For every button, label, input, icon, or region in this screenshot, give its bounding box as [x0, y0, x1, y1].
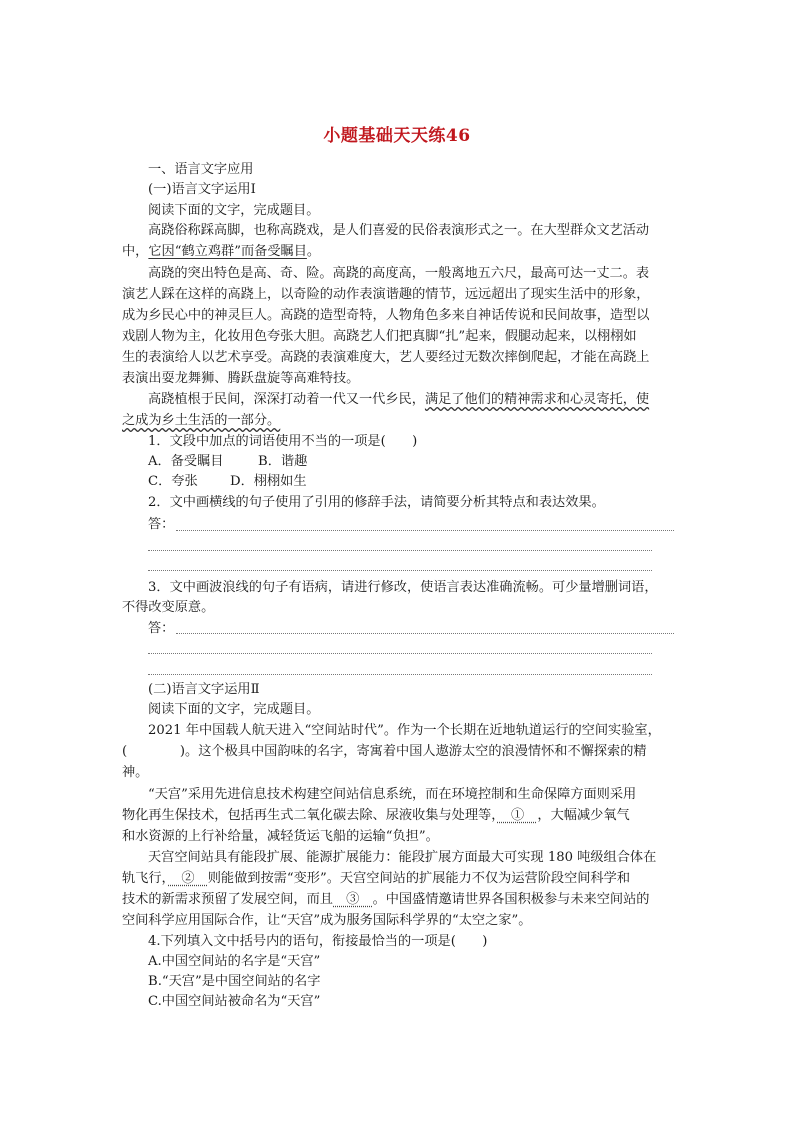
passage2-line: 表演出耍龙舞狮、腾跃盘旋等高难特技。 [122, 371, 360, 386]
answer-line [148, 653, 652, 654]
passage5-line: “天宫”采用先进信息技术构建空间站信息系统，而在环境控制和生命保障方面则采用 [148, 787, 637, 802]
answer-line [148, 674, 652, 675]
passage3-line [122, 411, 280, 431]
passage4-line: ( )。这个极具中国韵味的名字，寄寓着中国人遨游太空的浪漫情怀和不懈探索的精 [122, 744, 647, 759]
answer-line [176, 633, 674, 634]
answer-label: 答： [148, 517, 175, 532]
option-c: C．夸张 [148, 474, 198, 489]
underlined-sentence: 它因“鹤立鸡群”而备受瞩目 [148, 244, 307, 259]
option-c: C.中国空间站被命名为“天宫” [148, 994, 321, 1009]
answer-label: 答： [148, 621, 175, 636]
option-d: D．栩栩如生 [230, 474, 307, 489]
passage5-line: 和水资源的上行补给量，减轻货运飞船的运输“负担”。 [122, 829, 439, 844]
answer-line [176, 530, 674, 531]
passage6-line: 天宫空间站具有能段扩展、能源扩展能力：能段扩展方面最大可实现 180 吨级组合体在 [148, 850, 657, 865]
option-b: B.“天宫”是中国空间站的名字 [148, 974, 321, 989]
answer-line [148, 570, 652, 571]
passage6-line: 轨飞行， ② 则能做到按需“变形”。天宫空间站的扩展能力不仅为运营阶段空间科学和 [122, 871, 631, 886]
passage3-line: 高跷植根于民间，深深打动着一代又一代乡民，满足了他们的精神需求和心灵寄托，使 [148, 392, 650, 407]
subsection-heading-2: (二)语言文字运用Ⅱ [148, 682, 260, 697]
page-title: 小题基础天天练46 [323, 126, 471, 146]
option-a: A.中国空间站的名字是“天宫” [148, 954, 321, 969]
passage4-line: 2021 年中国载人航天进入“空间站时代”。作为一个长期在近地轨道运行的空间实验室， [148, 723, 661, 738]
question-1: 1．文段中加点的词语使用不当的一项是( ) [148, 434, 418, 449]
blank-2: ② [168, 871, 208, 886]
question-4: 4.下列填入文中括号内的语句，衔接最恰当的一项是( ) [148, 934, 488, 949]
instruction-1: 阅读下面的文字，完成题目。 [148, 203, 320, 218]
question-3: 3．文中画波浪线的句子有语病，请进行修改，使语言表达准确流畅。可少量增删词语， [148, 580, 658, 595]
blank-1: ① [497, 808, 538, 823]
passage5-line: 物化再生保技术，包括再生式二氧化碳去除、尿液收集与处理等， ① ，大幅减少氧气 [122, 808, 630, 823]
option-b: B．谐趣 [258, 454, 308, 469]
passage6-line: 技术的新需求预留了发展空间，而且 ③ 。中国盛情邀请世界各国积极参与未来空间站的 [122, 892, 650, 907]
subsection-heading-1: (一)语言文字运用Ⅰ [148, 182, 256, 197]
wavy-underlined-sentence: 满足了他们的精神需求和心灵寄托，使 [424, 392, 650, 407]
passage6-line: 空间科学应用国际合作，让“天宫”成为服务国际科学界的“太空之家”。 [122, 913, 532, 928]
passage4-line: 神。 [122, 765, 149, 780]
answer-line [148, 550, 652, 551]
question-2: 2．文中画横线的句子使用了引用的修辞手法，请简要分析其特点和表达效果。 [148, 495, 605, 510]
passage2-line: 成为乡民心中的神灵巨人。高跷的造型奇特，人物角色多来自神话传说和民间故事，造型以 [122, 308, 650, 323]
passage2-line: 生的表演给人以艺术享受。高跷的表演难度大，艺人要经过无数次摔倒爬起，才能在高跷上 [122, 350, 650, 365]
passage1-line: 中，它因“鹤立鸡群”而备受瞩目。 [122, 244, 321, 259]
question-3-cont: 不得改变原意。 [122, 600, 215, 615]
passage2-line: 演艺人踩在这样的高跷上，以奇险的动作表演谐趣的情节，远远超出了现实生活中的形象， [122, 287, 650, 302]
passage1-line: 高跷俗称踩高脚，也称高跷戏，是人们喜爱的民俗表演形式之一。在大型群众文艺活动 [148, 223, 650, 238]
instruction-2: 阅读下面的文字，完成题目。 [148, 702, 320, 717]
passage2-line: 戏剧人物为主，化妆用色夸张大胆。高跷艺人们把真脚“扎”起来，假腿动起来，以栩栩如 [122, 329, 637, 344]
wavy-underlined-sentence: 之成为乡土生活的一部分。 [122, 413, 281, 428]
blank-3: ③ [333, 892, 373, 907]
option-a: A．备受瞩目 [148, 454, 224, 469]
passage2-line: 高跷的突出特色是高、奇、险。高跷的高度高，一般离地五六尺，最高可达一丈二。表 [148, 266, 650, 281]
section-heading: 一、语言文字应用 [148, 162, 254, 177]
